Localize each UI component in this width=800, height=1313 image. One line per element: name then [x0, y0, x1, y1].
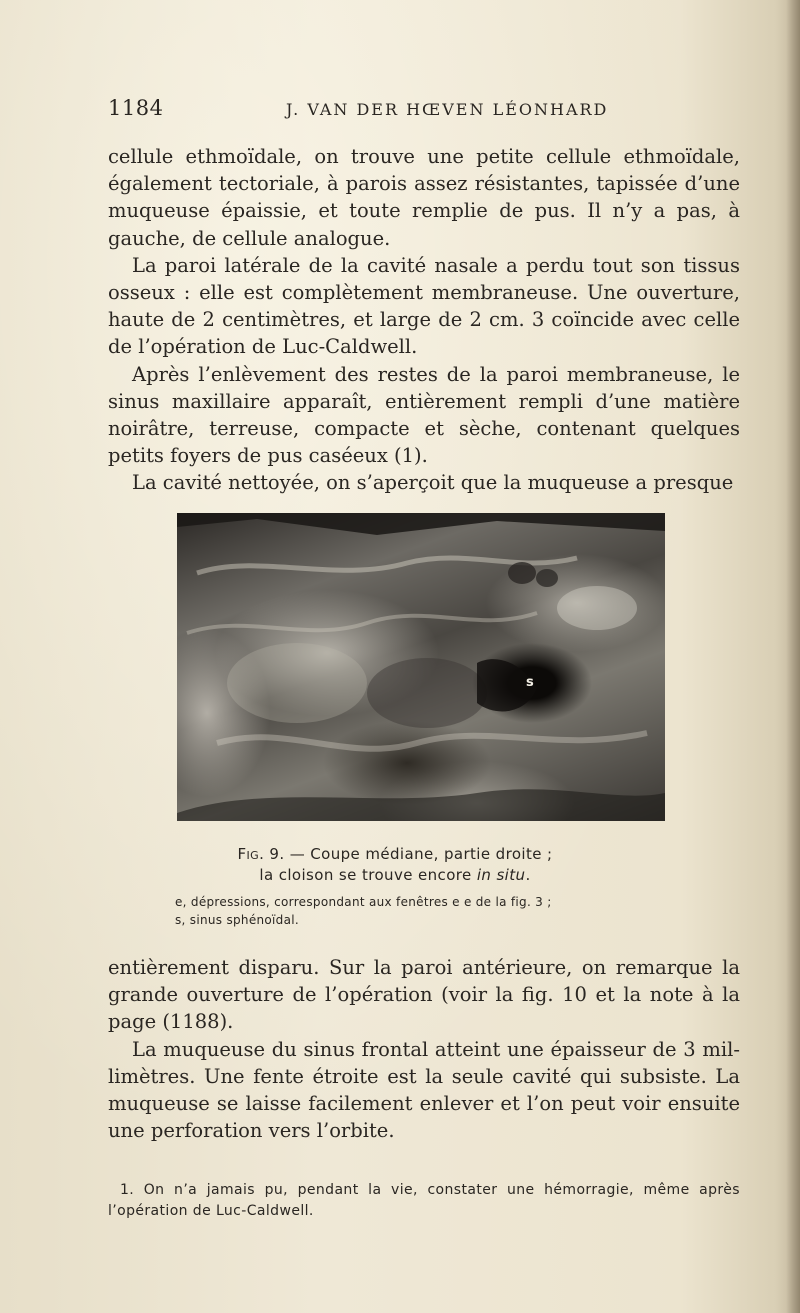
legend-line-s: s, sinus sphénoïdal. [175, 913, 300, 927]
caption-line-1 [160, 844, 630, 865]
paragraph: cellule ethmoïdale, on trouve une petite cellule ethmoïdale, également tectoriale, à parois assez résistantes, tapissée d’une muqueuse épaissie, et toute remplie de pus. Il n’y a pas, à gauche, de cellule analogue. [108, 145, 740, 250]
body-text-lower [108, 954, 740, 1144]
caption-text: — Coupe médiane, partie droite ; [289, 845, 553, 863]
figure-caption [160, 844, 630, 886]
paragraph: entièrement disparu. Sur la paroi antérieure, on remarque la grande ouverture de l’opération (voir la fig. 10 et la note à la page (1188). [108, 956, 740, 1034]
paragraph: La cavité nettoyée, on s’aperçoit que la muqueuse a presque [132, 471, 734, 495]
paragraph: La muqueuse du sinus frontal atteint une épaisseur de 3 millimètres. Une fente étroite est la seule cavité qui subsiste. La muqueuse se laisse facilement enlever et l’on peut voir ensuite une perforation vers l’orbite. [108, 1037, 740, 1143]
caption-line-2-text: la cloison se trouve encore [259, 866, 477, 884]
page-header [108, 96, 748, 126]
caption-line-2 [160, 865, 630, 886]
anatomical-photograph [177, 513, 665, 821]
figure-label: Fig. 9. [237, 845, 285, 863]
paragraph: Après l’enlèvement des restes de la paroi membraneuse, le sinus maxillaire apparaît, entièrement rempli d’une matière noirâtre, terreuse, compacte et sèche, contenant quelques petits foyers de pus caséeux (1). [108, 362, 740, 468]
page-number: 1184 [108, 96, 164, 120]
paragraph: La paroi latérale de la cavité nasale a perdu tout son tissus osseux : elle est complètement membraneuse. Une ouverture, haute de 2 centimètres, et large de 2 cm. 3 coïncide avec celle de l’opération de Luc-Caldwell. [108, 253, 740, 359]
legend-line-e: e, dépressions, correspondant aux fenêtres e e de la fig. 3 ; [175, 895, 552, 909]
page-edge-shadow [786, 0, 800, 1313]
footnote-text: On n’a jamais pu, pendant la vie, constater une hémorragie, même après l’opération de Luc-Caldwell. [108, 1182, 740, 1219]
caption-italic: in situ [476, 866, 526, 884]
footnote [108, 1180, 740, 1222]
figure-legend [175, 893, 635, 929]
photo-texture [177, 513, 665, 821]
footnote-number: 1. [120, 1182, 135, 1198]
figure-marker-s: s [526, 675, 534, 690]
running-head: J. VAN DER HŒVEN LÉONHARD [286, 100, 609, 119]
body-text-upper [108, 143, 740, 497]
caption-line-2-end: . [525, 866, 531, 884]
